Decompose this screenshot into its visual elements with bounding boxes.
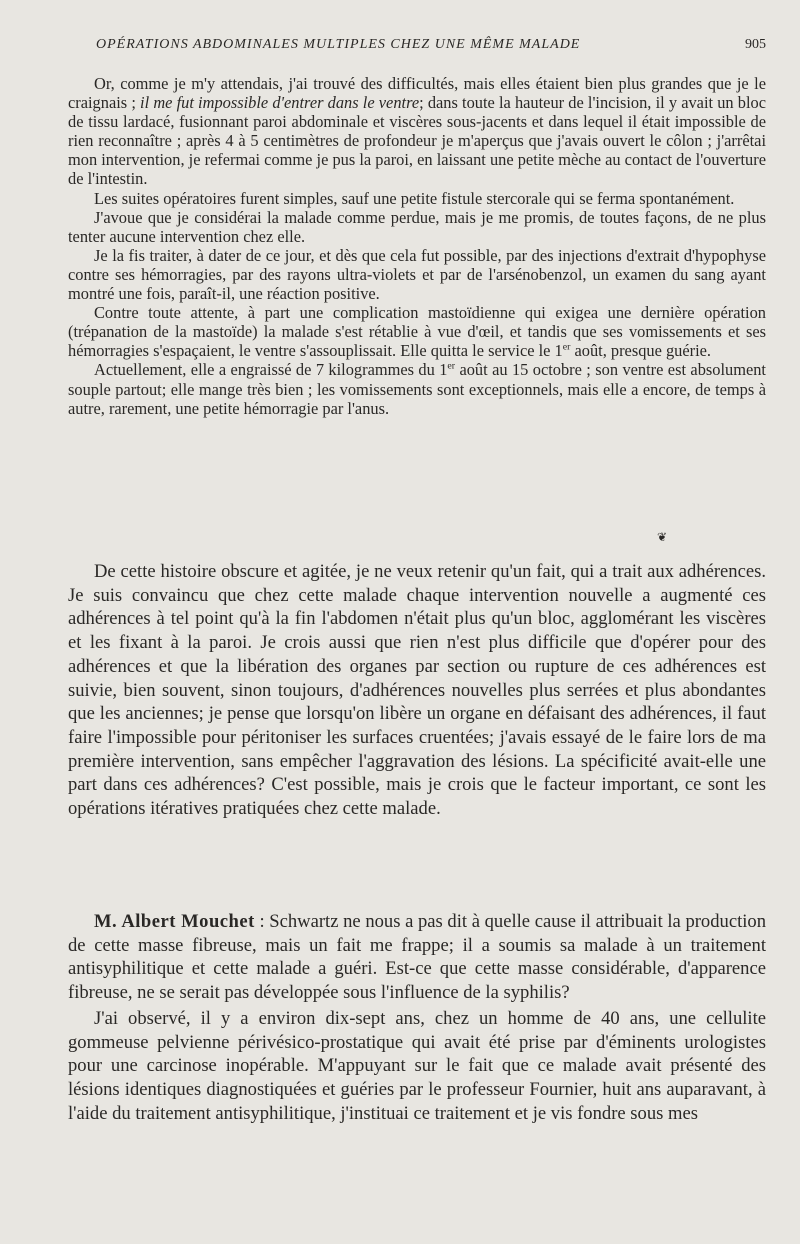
text-run: août au 15 octobre ; son ventre est absolument souple partout; elle mange très bien ; les vomissements sont exceptionnels, mais elle a encore, de temps à autre, rarement, une petite hémorragie par l'anus. — [68, 360, 766, 418]
paragraph: Les suites opératoires furent simples, sauf une petite fistule stercorale qui se ferma spontanément. — [94, 188, 735, 208]
text-run: Or, comme je m'y attendais, j'ai trouvé des difficultés, mais elles étaient bien plus grandes que je le craignais ; — [68, 74, 766, 113]
paragraph: De cette histoire obscure et agitée, je ne veux retenir qu'un fait, qui a trait aux adhérences. Je suis convaincu que chez cette malade chaque intervention nouvelle a augmenté ces adhérences à tel point qu'à la fin l'abdomen n'était plus qu'un bloc, agglomérant les viscères et les fixant à la paroi. Je crois aussi que rien n'est plus difficile que d'opérer pour des adhérences et que la libération des organes par section ou rupture de ces adhérences est suivie, bien souvent, sinon toujours, d'adhérences nouvelles plus serrées et plus abondantes que les anciennes; je pense que lorsqu'on libère un organe en défaisant des adhérences, il faut faire l'impossible pour péritoniser les surfaces cruentées; j'avais essayé de le faire lors de ma première intervention, sans empêcher l'aggravation des lésions. La spécificité avait-elle une part dans ces adhérences? C'est possible, mais je crois que le facteur important, ce sont les opérations itératives pratiquées chez cette malade. — [68, 561, 766, 820]
paragraph — [68, 74, 766, 189]
emphasis: il me fut impossible d'entrer dans le ventre — [140, 93, 420, 113]
speaker-name: M. Albert Mouchet — [94, 911, 255, 932]
paragraph — [68, 910, 766, 1005]
discussion-section — [68, 910, 766, 1125]
text-run: ; dans toute la hauteur de l'incision, il y avait un bloc de tissu lardacé, fusionnant paroi abdominale et viscères sous-jacents et dans lequel il était impossible de rien reconnaître ; après 4 à 5 centimètres de profondeur je m'aperçus que j'avais ouvert le côlon ; j'arrêtai mon intervention, je refermai comme je pus la paroi, en laissant une petite mèche au contact de l'ouverture de l'intestin. — [68, 93, 766, 189]
speech-text: : Schwartz ne nous a pas dit à quelle cause il attribuait la production de cette masse fibreuse, mais un fait me frappe; il a soumis sa malade à un traitement antisyphilitique et cette malade a guéri. Est-ce que cette masse considérable, d'apparence fibreuse, ne se serait pas développée sous l'influence de la syphilis? — [68, 911, 767, 1004]
text-run: Contre toute attente, à part une complication mastoïdienne qui exigea une dernière opération (trépanation de la mastoïde) la malade s'est rétablie à vue d'œil, et tandis que ses vomissements et ses hémorragies s'espaçaient, le ventre s'assouplissait. Elle quitta le service le 1 — [68, 303, 766, 361]
text-run: août, presque guérie. — [570, 341, 712, 361]
conclusion-section — [68, 560, 766, 821]
superscript: er — [562, 341, 571, 353]
section-separator: ❦ — [657, 530, 668, 544]
paragraph: J'avoue que je considérai la malade comme perdue, mais je me promis, de toutes façons, de ne plus tenter aucune intervention chez elle. — [68, 207, 766, 246]
superscript: er — [447, 360, 456, 372]
running-header — [96, 37, 766, 53]
paragraph: Je la fis traiter, à dater de ce jour, et dès que cela fut possible, par des injections d'extrait d'hypophyse contre ses hémorragies, par des rayons ultra-violets et par de l'arsénobenzol, un examen du sang ayant montré une fois, paraît-il, une réaction positive. — [68, 245, 766, 304]
case-report-section — [68, 74, 766, 418]
running-title: OPÉRATIONS ABDOMINALES MULTIPLES CHEZ UNE MÊME MALADE — [96, 37, 581, 52]
page-number: 905 — [745, 37, 766, 52]
text-run: Actuellement, elle a engraissé de 7 kilogrammes du 1 — [94, 360, 448, 380]
paragraph — [68, 360, 766, 417]
paragraph: J'ai observé, il y a environ dix-sept ans, chez un homme de 40 ans, une cellulite gommeuse pelvienne périvésico-prostatique qui avait été prise par d'éminents urologistes pour une carcinose inopérable. M'appuyant sur le fait que ce malade avait présenté des lésions identiques diagnostiquées et guéries par le professeur Fournier, huit ans auparavant, à l'aide du traitement antisyphilitique, j'instituai ce traitement et je vis fondre sous mes — [68, 1007, 766, 1124]
paragraph — [68, 303, 766, 360]
